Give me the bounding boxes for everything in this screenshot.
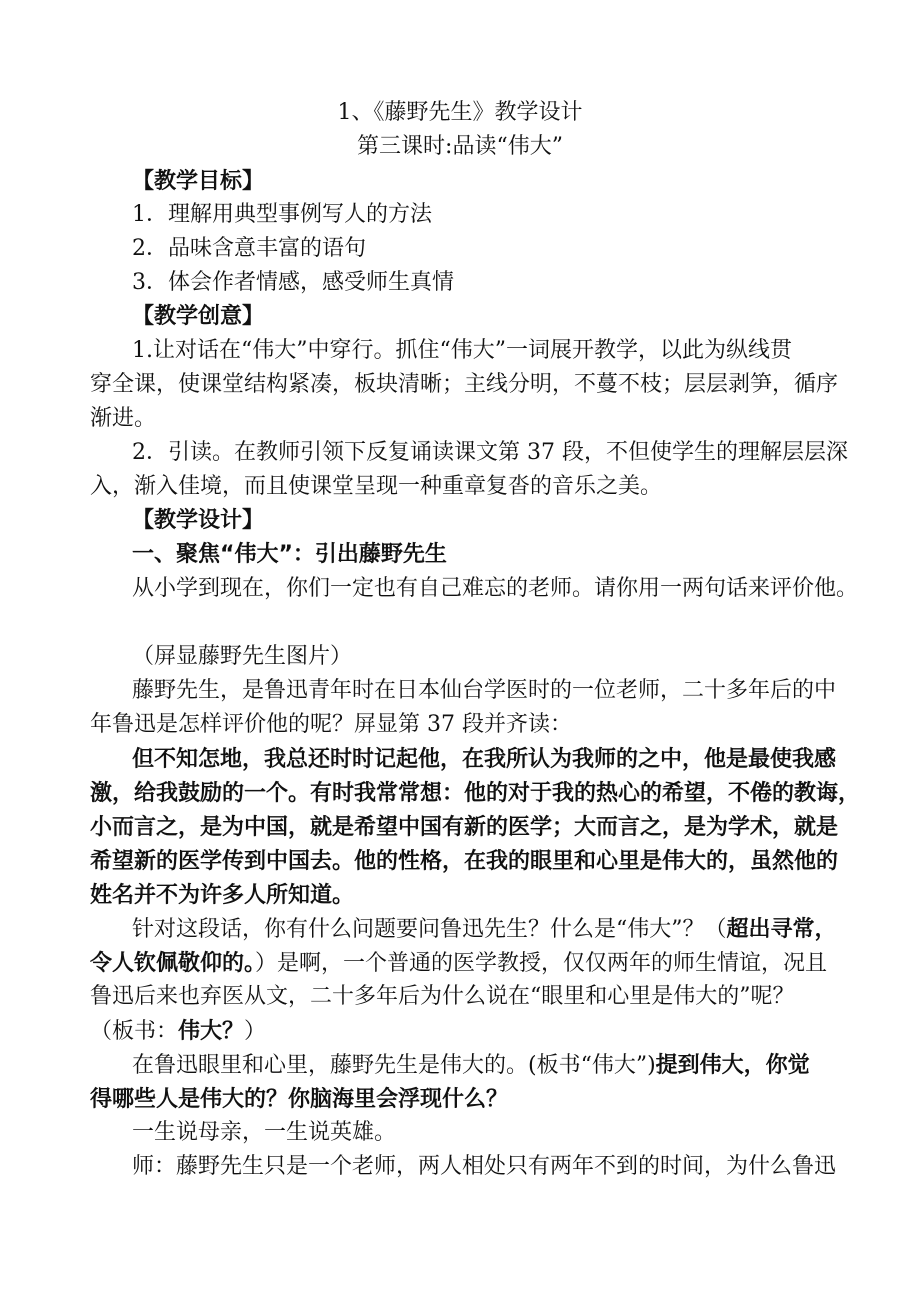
goals-heading: 【教学目标】 [132, 169, 265, 194]
quote-line: 但不知怎地，我总还时时记起他，在我所认为我师的之中，他是最使我感 [132, 746, 837, 772]
creative-heading: 【教学创意】 [132, 304, 265, 329]
creative-p2-line: 入，渐入佳境，而且使课堂呈现一种重章复沓的音乐之美。 [90, 474, 663, 499]
quote-line: 激，给我鼓励的一个。有时我常常想：他的对于我的热心的希望，不倦的教诲， [90, 780, 861, 806]
quote-line: 希望新的医学传到中国去。他的性格，在我的眼里和心里是伟大的，虽然他的 [90, 848, 839, 874]
screen-note: （屏显藤野先生图片） [132, 644, 353, 669]
goal-item: 2．品味含意丰富的语句 [132, 236, 366, 261]
creative-p1-line: 渐进。 [90, 406, 157, 431]
goal-item: 1．理解用典型事例写人的方法 [132, 202, 432, 227]
paragraph-text: 针对这段话，你有什么问题要问鲁迅先生？什么是“伟大”？（ [132, 917, 727, 942]
creative-p1-line: 穿全课，使课堂结构紧凑，板块清晰；主线分明，不蔓不枝；层层剥笋，循序 [90, 372, 839, 397]
document-title: 1、《藤野先生》教学设计 [337, 100, 583, 125]
board-close: ） [244, 1019, 267, 1044]
intro-paragraph: 从小学到现在，你们一定也有自己难忘的老师。请你用一两句话来评价他。 [132, 576, 859, 601]
emphasis-line: 得哪些人是伟大的？你脑海里会浮现什么？ [90, 1086, 509, 1112]
paragraph-line: 藤野先生，是鲁迅青年时在日本仙台学医时的一位老师，二十多年后的中 [132, 678, 837, 703]
paragraph-line: 年鲁迅是怎样评价他的呢？屏显第 37 段并齐读： [90, 712, 572, 737]
quote-line: 姓名并不为许多人所知道。 [90, 882, 355, 908]
quote-line: 小而言之，是为中国，就是希望中国有新的医学；大而言之，是为学术，就是 [90, 814, 839, 840]
design-heading: 【教学设计】 [132, 508, 265, 533]
creative-p2-line: 2．引读。在教师引领下反复诵读课文第 37 段，不但使学生的理解层层深 [132, 440, 848, 465]
emphasis-text: 令人钦佩敬仰的。 [90, 950, 256, 976]
paragraph-line [90, 946, 840, 981]
teacher-line: 师：藤野先生只是一个老师，两人相处只有两年不到的时间，为什么鲁迅 [132, 1154, 837, 1179]
paragraph-text: ）是啊，一个普通的医学教授，仅仅两年的师生情谊，况且 [255, 951, 828, 976]
answer-line: 一生说母亲，一生说英雄。 [132, 1120, 397, 1145]
paragraph-line [132, 912, 882, 947]
document-subtitle: 第三课时:品读“伟大” [357, 134, 563, 159]
paragraph-line [132, 1048, 882, 1083]
emphasis-text: 提到伟大，你觉 [655, 1052, 810, 1078]
section-heading: 一、聚焦“伟大”：引出藤野先生 [132, 542, 447, 567]
paragraph-line: 鲁迅后来也弃医从文，二十多年后为什么说在“眼里和心里是伟大的”呢？ [90, 984, 795, 1009]
creative-p1-line: 1.让对话在“伟大”中穿行。抓住“伟大”一词展开教学，以此为纵线贯 [132, 338, 792, 363]
paragraph-text: 在鲁迅眼里和心里，藤野先生是伟大的。(板书“伟大”) [132, 1053, 656, 1078]
board-note [90, 1014, 840, 1049]
goal-item: 3．体会作者情感，感受师生真情 [132, 270, 454, 295]
board-open: （板书： [90, 1019, 179, 1044]
board-text: 伟大？ [178, 1018, 245, 1044]
emphasis-text: 超出寻常， [726, 916, 837, 942]
